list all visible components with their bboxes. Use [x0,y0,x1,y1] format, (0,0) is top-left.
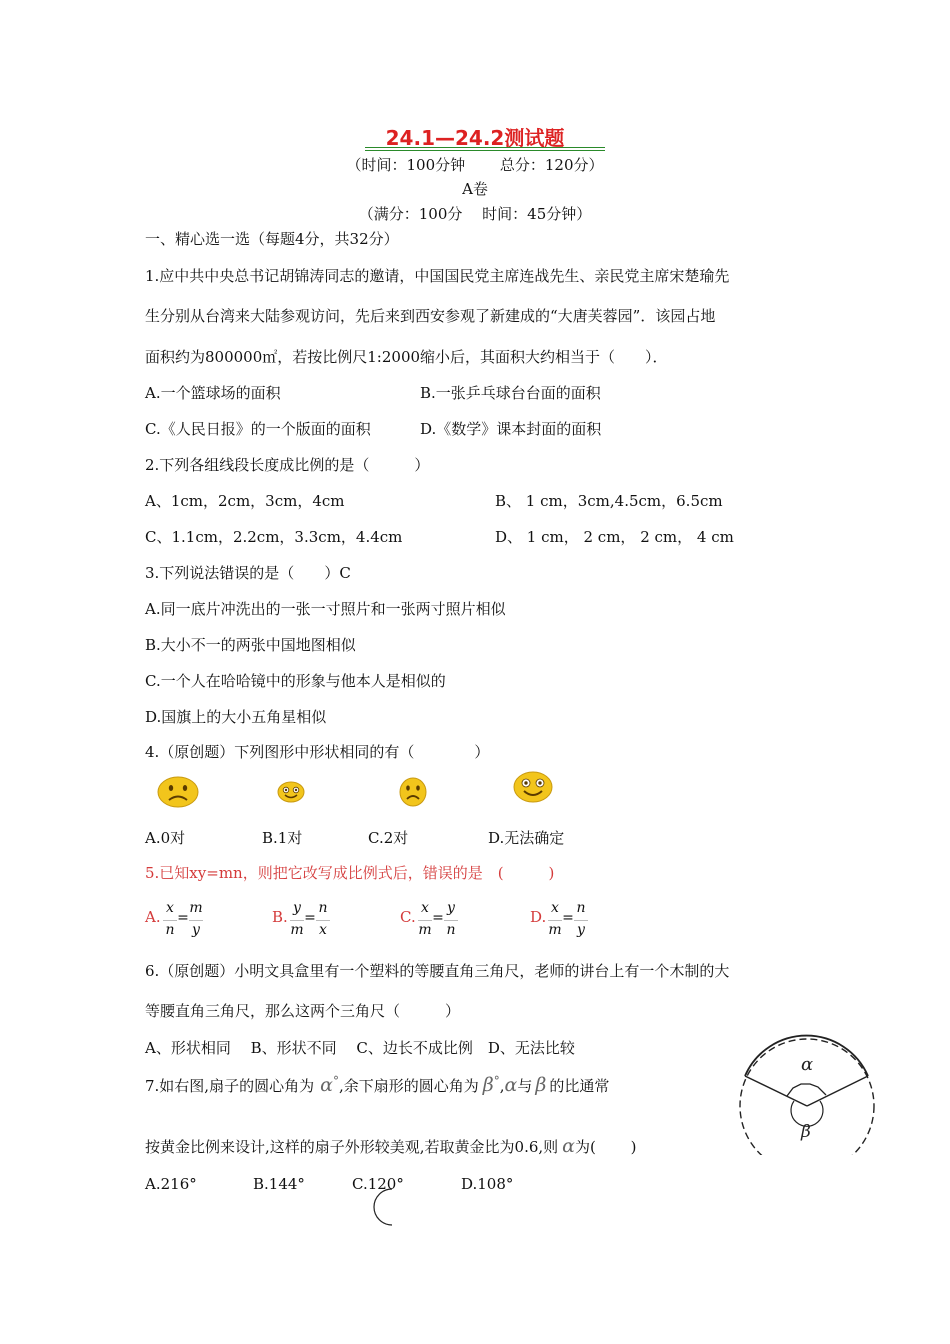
fraction-bar [444,920,458,921]
alpha-symbol-3: α [562,1135,576,1157]
fraction-bar [189,920,203,921]
fraction-bar [163,920,177,921]
fraction-denominator-left: m [290,922,304,938]
alpha-symbol: α [320,1074,333,1096]
fraction-bar [418,920,432,921]
q4-option-d: D.无法确定 [488,829,565,847]
fraction-denominator-right: x [319,922,327,938]
fraction-numerator-right: m [189,900,203,916]
fraction-denominator-left: m [418,922,432,938]
sad-face-icon [156,775,200,809]
q7-text-d: 按黄金比例来设计,这样的扇子外形较美观,若取黄金比为0.6,则 [145,1138,559,1156]
q7-line2 [145,1135,637,1157]
smile-face-icon [512,770,554,804]
q5-option-label: B. [272,908,288,926]
q7-text-a: 7.如右图,扇子的圆心角为 [145,1077,315,1095]
q4-option-c: C.2对 [368,829,409,847]
sad-face-icon [398,776,428,808]
q1-option-d: D.《数学》课本封面的面积 [420,420,602,438]
fraction-numerator-left: x [421,900,429,916]
q2-stem: 2.下列各组线段长度成比例的是（ ） [145,456,430,474]
fraction-bar [316,920,330,921]
q7-option-d: D.108° [461,1175,514,1193]
q6-line1: 6.（原创题）小明文具盒里有一个塑料的等腰直角三角尺，老师的讲台上有一个木制的大 [145,962,730,980]
q4-option-a: A.0对 [145,829,186,847]
q4-option-b: B.1对 [262,829,303,847]
q3-option-d: D.国旗上的大小五角星相似 [145,708,327,726]
equals-sign: = [432,910,444,926]
q3-option-a: A.同一底片冲洗出的一张一寸照片和一张两寸照片相似 [145,600,506,618]
fraction-bar [574,920,588,921]
q3-option-c: C.一个人在哈哈镜中的形象与他本人是相似的 [145,672,446,690]
fan-edge-right [807,1076,868,1106]
equals-sign: = [562,910,574,926]
q5-stem: 5.已知xy=mn，则把它改写成比例式后，错误的是 ( ) [145,864,555,882]
fraction-denominator-right: y [577,922,585,938]
fraction-denominator-right: y [192,922,200,938]
volume-label: A卷 [462,180,488,198]
q6-options: A、形状相同 B、形状不同 C、边长不成比例 D、无法比较 [145,1039,575,1057]
q2-option-c: C、1.1cm，2.2cm，3.3cm，4.4cm [145,528,403,546]
beta-symbol-2: β [535,1074,547,1096]
q7-wei: 为( ) [575,1138,637,1156]
fraction-numerator-left: x [166,900,174,916]
q1-line3: 面积约为800000㎡，若按比例尺1:2000缩小后，其面积大约相当于（ ）． [145,348,668,366]
q5-option-fraction [548,900,590,944]
fraction-numerator-right: n [318,900,328,916]
q4-stem: 4.（原创题）下列图形中形状相同的有（ ） [145,743,490,761]
q2-option-a: A、1cm，2cm，3cm，4cm [145,492,345,510]
time-info: （时间：100分钟 总分：120分） [346,156,604,174]
equals-sign: = [304,910,316,926]
figure-alpha-label: α [801,1054,814,1075]
q3-option-b: B.大小不一的两张中国地图相似 [145,636,356,654]
fraction-numerator-left: y [293,900,301,916]
fraction-bar [548,920,562,921]
q3-stem: 3.下列说法错误的是（ ）C [145,564,351,582]
q1-option-b: B.一张乒乓球台台面的面积 [420,384,601,402]
q7-comma: , [499,1077,505,1095]
alpha-symbol-2: α [504,1074,518,1096]
page-title: 24.1—24.2测试题 [385,126,565,150]
figure-beta-label: β [801,1122,811,1142]
title-underline-2 [365,150,605,151]
q2-option-d: D、 1 cm， 2 cm， 2 cm， 4 cm [495,528,734,546]
q1-line1: 1.应中共中央总书记胡锦涛同志的邀请，中国国民党主席连战先生、亲民党主席宋楚瑜先 [145,267,730,285]
degree-symbol: ° [332,1074,339,1088]
q7-text-b: ,余下扇形的圆心角为 [338,1077,479,1095]
q1-line2: 生分别从台湾来大陆参观访问，先后来到西安参观了新建成的“大唐芙蓉园”．该园占地 [145,307,716,325]
section-heading: 一、精心选一选（每题4分，共32分） [145,230,399,248]
equals-sign: = [177,910,189,926]
q7-line1 [145,1074,609,1096]
volume-info: （满分：100分 时间：45分钟） [358,205,592,223]
q2-option-b: B、 1 cm，3cm,4.5cm，6.5cm [495,492,723,510]
smile-face-icon [276,780,306,804]
q7-option-a: A.216° [145,1175,197,1193]
crescent-moon-icon [370,1186,404,1228]
beta-symbol: β [482,1074,494,1096]
fraction-numerator-right: y [447,900,455,916]
fan-inner-arc [787,1084,826,1096]
q5-option-label: A. [145,908,161,926]
q7-yu: 与 [517,1077,533,1095]
fan-edge-left [745,1076,807,1106]
q6-line2: 等腰直角三角尺，那么这两个三角尺（ ） [145,1002,461,1020]
q1-option-a: A.一个篮球场的面积 [145,384,281,402]
q5-option-label: D. [530,908,547,926]
degree-symbol-2: ° [493,1074,500,1088]
fraction-denominator-right: n [446,922,456,938]
fraction-numerator-left: x [551,900,559,916]
q5-option-fraction [418,900,460,944]
q7-option-b: B.144° [253,1175,305,1193]
fraction-numerator-right: n [576,900,586,916]
q5-option-fraction [290,900,332,944]
fraction-denominator-left: m [548,922,562,938]
q1-option-c: C.《人民日报》的一个版面的面积 [145,420,371,438]
q5-option-label: C. [400,908,416,926]
fraction-denominator-left: n [165,922,175,938]
title-underline [365,147,605,148]
q7-option-c: C.120° [352,1175,404,1193]
q7-text-c: 的比通常 [549,1077,610,1095]
fan-figure [734,1030,884,1155]
q5-option-fraction [163,900,205,944]
fraction-bar [290,920,304,921]
